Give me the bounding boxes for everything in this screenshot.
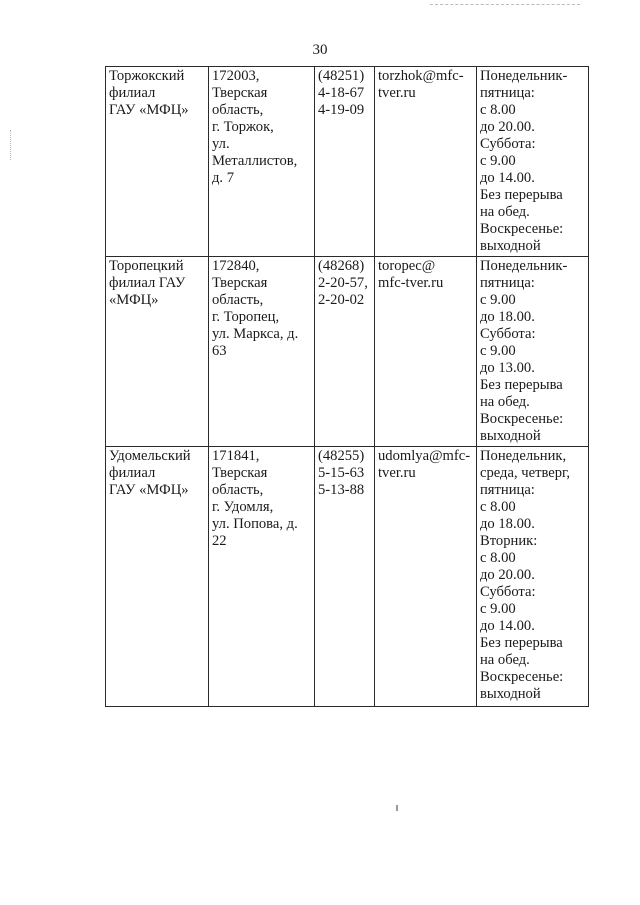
address-cell: 171841, Тверская область, г. Удомля, ул. Попова, д. 22 <box>209 447 315 707</box>
scan-artifact <box>430 4 580 6</box>
phone-cell: (48251) 4-18-67 4-19-09 <box>315 67 375 257</box>
email-cell: udomlya@mfc- tver.ru <box>375 447 477 707</box>
scan-artifact <box>10 130 12 160</box>
working-hours-cell: Понедельник, среда, четверг, пятница: с 8.00 до 18.00. Вторник: с 8.00 до 20.00. Суббота: с 9.00 до 14.00. Без перерыва на обед. Воскресенье: выходной <box>477 447 589 707</box>
phone-cell: (48268) 2-20-57, 2-20-02 <box>315 257 375 447</box>
address-cell: 172840, Тверская область, г. Торопец, ул. Маркса, д. 63 <box>209 257 315 447</box>
scan-artifact <box>396 805 398 811</box>
table-row <box>106 67 589 257</box>
branch-name-cell: Торопецкий филиал ГАУ «МФЦ» <box>106 257 209 447</box>
branch-name-cell: Торжокский филиал ГАУ «МФЦ» <box>106 67 209 257</box>
page-number: 30 <box>312 42 328 58</box>
email-cell: torzhok@mfc- tver.ru <box>375 67 477 257</box>
table-row <box>106 447 589 707</box>
table-row <box>106 257 589 447</box>
email-cell: toropec@ mfc-tver.ru <box>375 257 477 447</box>
working-hours-cell: Понедельник- пятница: с 8.00 до 20.00. Суббота: с 9.00 до 14.00. Без перерыва на обед. Воскресенье: выходной <box>477 67 589 257</box>
mfc-offices-table <box>105 66 589 707</box>
phone-cell: (48255) 5-15-63 5-13-88 <box>315 447 375 707</box>
address-cell: 172003, Тверская область, г. Торжок, ул. Металлистов, д. 7 <box>209 67 315 257</box>
working-hours-cell: Понедельник- пятница: с 9.00 до 18.00. Суббота: с 9.00 до 13.00. Без перерыва на обед. Воскресенье: выходной <box>477 257 589 447</box>
branch-name-cell: Удомельский филиал ГАУ «МФЦ» <box>106 447 209 707</box>
